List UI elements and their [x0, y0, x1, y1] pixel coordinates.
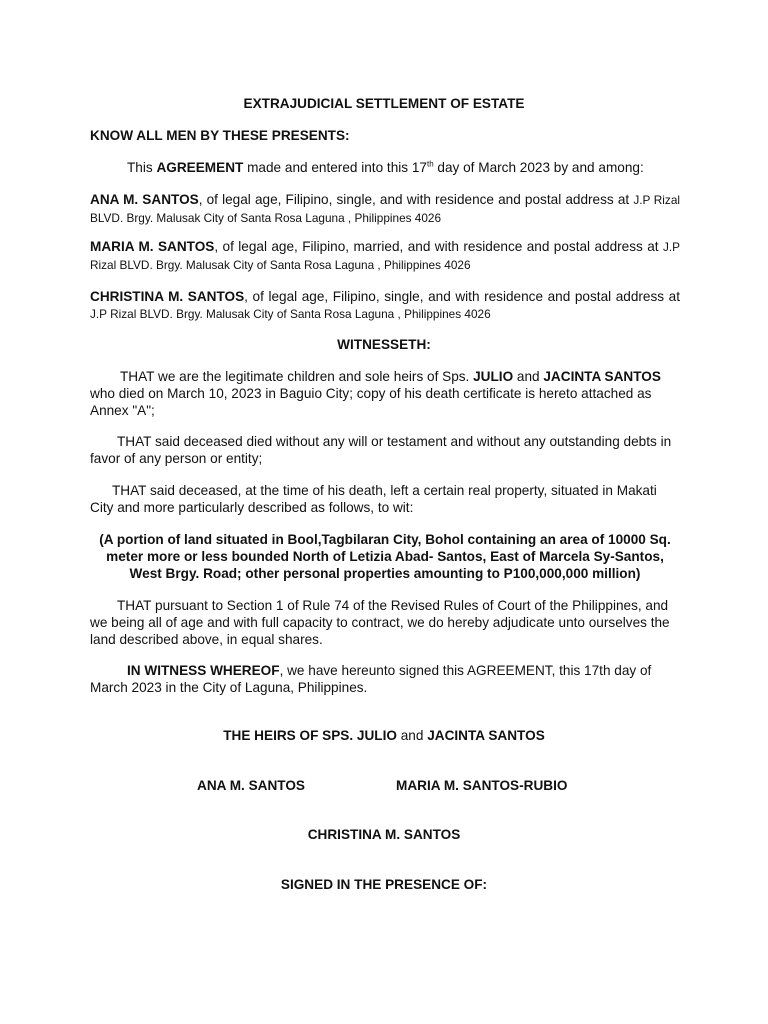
- paragraph-property: THAT said deceased, at the time of his death, left a certain real property, situated in Makati City and more particularly described as follows, to wit:: [90, 483, 657, 515]
- witness-clause: IN WITNESS WHEREOF, we have hereunto signed this AGREEMENT, this 17th day of March 2023 in the City of Laguna, Philippines.: [90, 663, 652, 695]
- agreement-intro: This AGREEMENT made and entered into this 17th day of March 2023 by and among:: [127, 159, 644, 175]
- signatory-christina: CHRISTINA M. SANTOS: [307, 827, 461, 842]
- paragraph-adjudication: THAT pursuant to Section 1 of Rule 74 of the Revised Rules of Court of the Philippines, and we being all of age and with full capacity to contract, we do hereby adjudicate unto ourselves the land described above, in equal shares.: [90, 598, 670, 647]
- party-maria: MARIA M. SANTOS, of legal age, Filipino, married, and with residence and postal address at J.P Rizal BLVD. Brgy. Malusak City of Santa Rosa Laguna , Philippines 4026: [90, 239, 680, 272]
- signatory-maria: MARIA M. SANTOS-RUBIO: [396, 778, 568, 793]
- party-christina: CHRISTINA M. SANTOS, of legal age, Filipino, single, and with residence and postal address at J.P Rizal BLVD. Brgy. Malusak City of Santa Rosa Laguna , Philippines 4026: [90, 289, 680, 321]
- property-description: (A portion of land situated in Bool,Tagbilaran City, Bohol containing an area of 10000 Sq. meter more or less bounded North of Letizia Abad- Santos, East of Marcela Sy-Santos, West Brgy. Road; other personal properties amounting to P100,000,000 million): [99, 532, 671, 581]
- paragraph-heirs: THAT we are the legitimate children and sole heirs of Sps. JULIO and JACINTA SANTOS who died on March 10, 2023 in Baguio City; copy of his death certificate is hereto attached as Annex "A";: [90, 369, 661, 418]
- paragraph-no-will: THAT said deceased died without any will or testament and without any outstanding debts in favor of any person or entity;: [90, 434, 672, 466]
- presence-heading: SIGNED IN THE PRESENCE OF:: [280, 877, 488, 892]
- heirs-heading: THE HEIRS OF SPS. JULIO and JACINTA SANTOS: [223, 728, 545, 743]
- preamble: KNOW ALL MEN BY THESE PRESENTS:: [90, 128, 350, 143]
- signatory-ana: ANA M. SANTOS: [197, 778, 305, 793]
- party-ana: ANA M. SANTOS, of legal age, Filipino, single, and with residence and postal address at J.P Rizal BLVD. Brgy. Malusak City of Santa Rosa Laguna , Philippines 4026: [90, 192, 680, 225]
- witnesseth-heading: WITNESSETH:: [337, 337, 431, 352]
- document-title: EXTRAJUDICIAL SETTLEMENT OF ESTATE: [243, 96, 525, 111]
